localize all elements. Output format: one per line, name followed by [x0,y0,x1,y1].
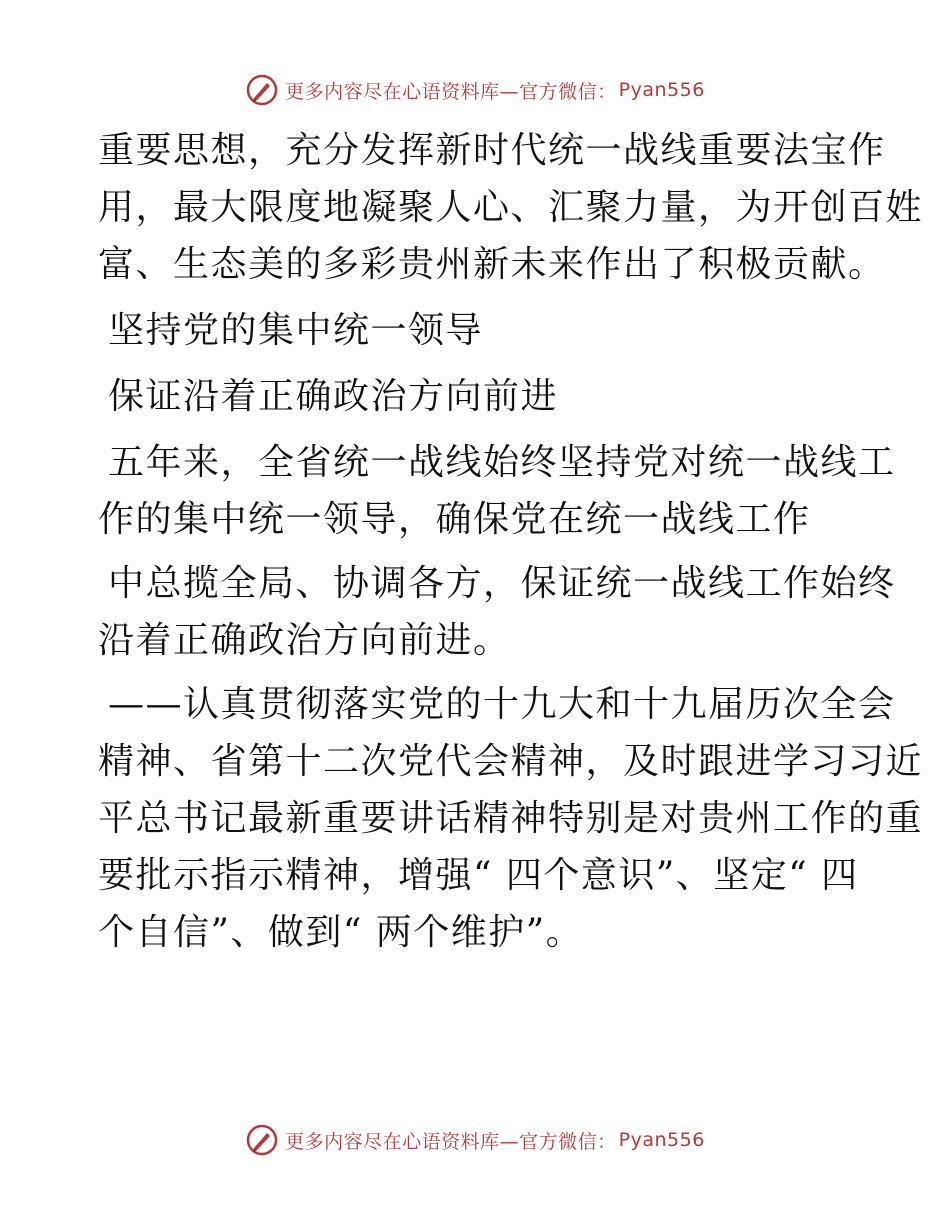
footer-watermark [0,1120,950,1160]
section-subheading: 保证沿着正确政治方向前进 [108,376,559,417]
body-line: 用，最大限度地凝聚人心、汇聚力量，为开创百姓 [98,187,924,228]
watermark-text: 更多内容尽在心语资料库—官方微信： [285,1130,617,1153]
body-line: 中总揽全局、协调各方，保证统一战线工作始终 [108,563,896,604]
pen-logo-icon [245,1123,279,1157]
body-line: 要批示指示精神，增强“ 四个意识”、坚定“ 四 [98,855,859,896]
section-heading: 坚持党的集中统一领导 [108,310,484,351]
body-line: ——认真贯彻落实党的十九大和十九届历次全会 [108,684,896,725]
document-body [98,122,924,961]
body-line: 作的集中统一领导，确保党在统一战线工作 [98,499,811,540]
header-watermark [0,70,950,110]
body-line: 个自信”、做到“ 两个维护”。 [98,912,584,953]
watermark-text: 更多内容尽在心语资料库—官方微信： [285,80,617,103]
watermark-wechat-id: Pyan556 [618,79,705,101]
body-line: 重要思想，充分发挥新时代统一战线重要法宝作 [98,130,886,171]
body-line: 精神、省第十二次党代会精神，及时跟进学习习近 [98,741,924,782]
body-line: 富、生态美的多彩贵州新未来作出了积极贡献。 [98,244,886,285]
pen-logo-icon [245,73,279,107]
watermark-wechat-id: Pyan556 [618,1129,705,1151]
body-line: 五年来，全省统一战线始终坚持党对统一战线工 [108,442,896,483]
body-line: 沿着正确政治方向前进。 [98,620,511,661]
body-line: 平总书记最新重要讲话精神特别是对贵州工作的重 [98,798,924,839]
